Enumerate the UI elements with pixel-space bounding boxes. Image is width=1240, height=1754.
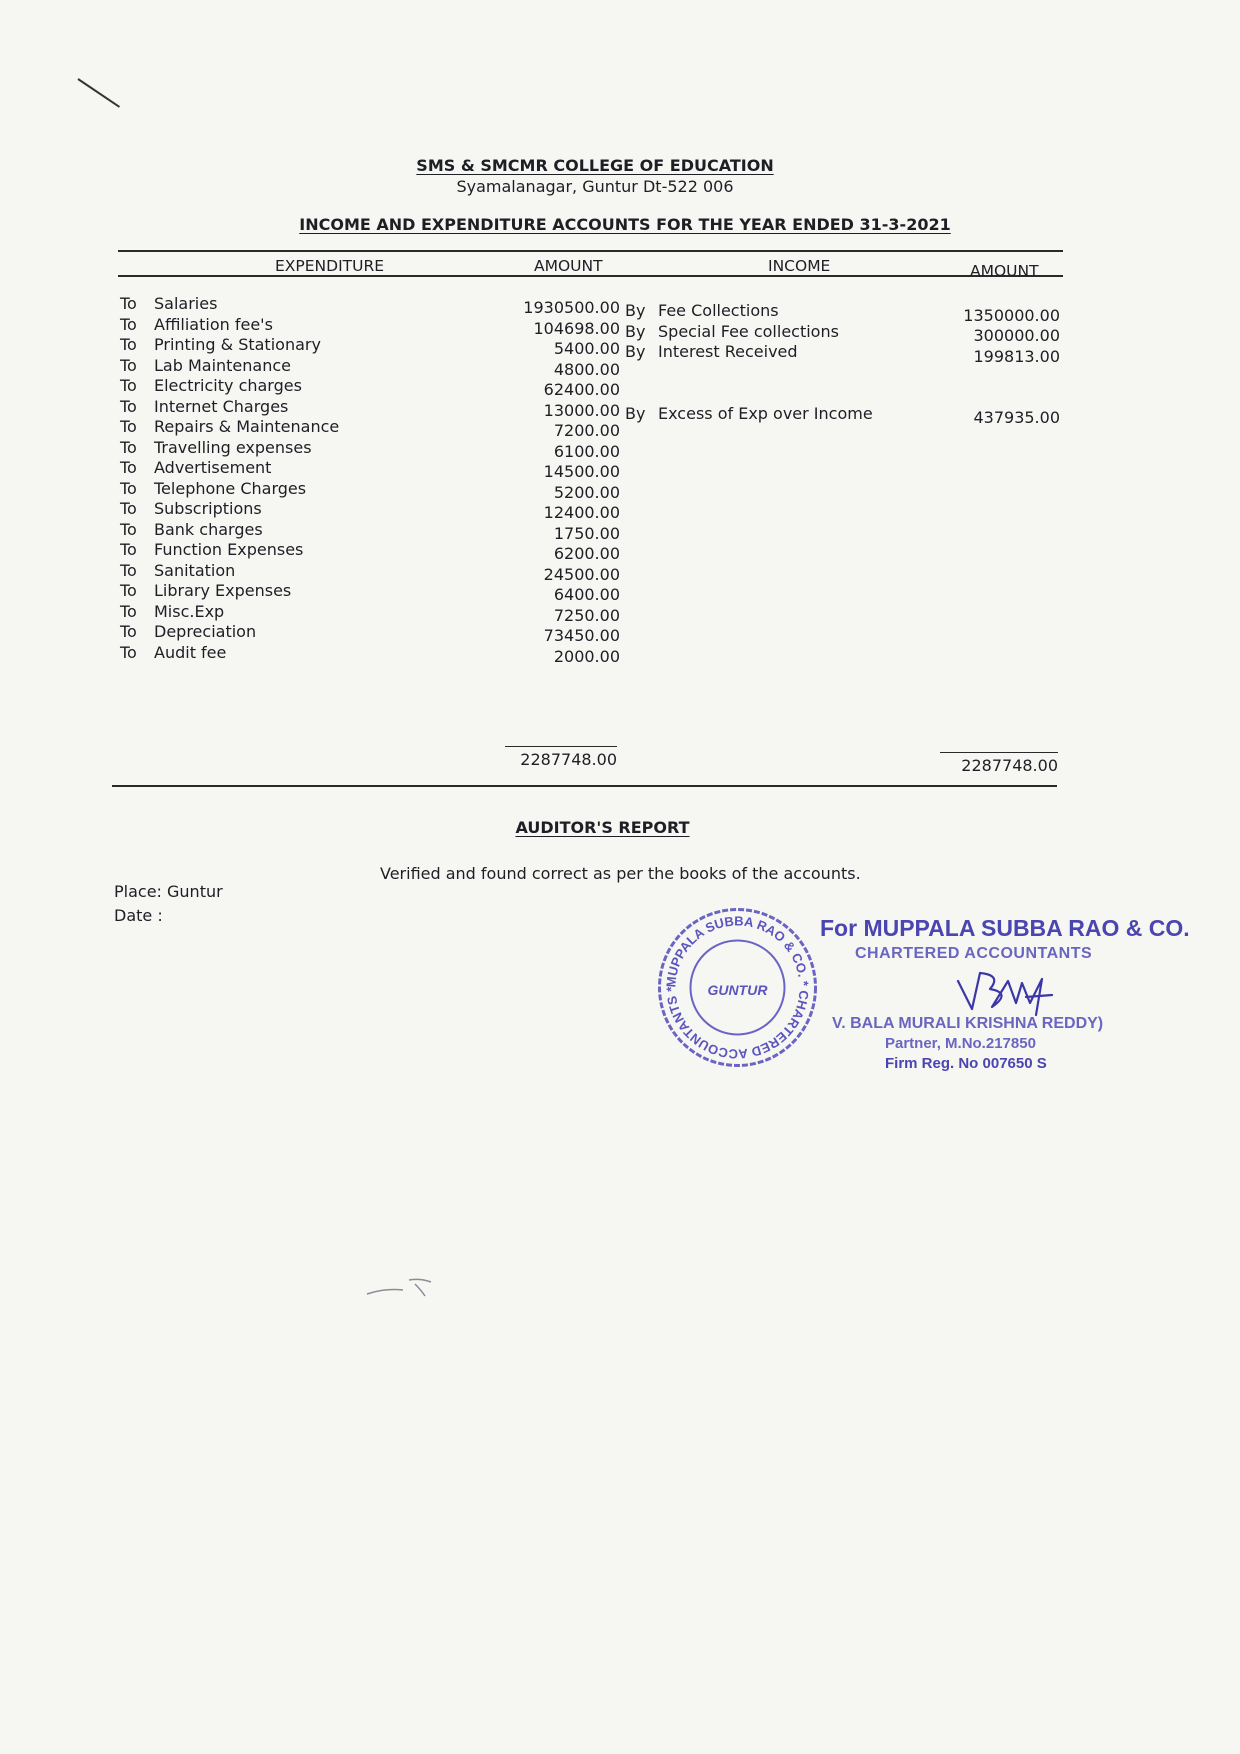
- amount-column-header-right: AMOUNT: [970, 262, 1039, 280]
- list-item: To Affiliation fee's: [120, 314, 273, 334]
- amount-value: 4800.00: [553, 359, 620, 379]
- amount-value: 7250.00: [553, 605, 620, 625]
- list-item: To Travelling expenses: [120, 437, 312, 457]
- list-item: To Library Expenses: [120, 581, 292, 600]
- auditor-seal: [655, 905, 820, 1070]
- amount-value: 73450.00: [543, 626, 620, 645]
- list-item: To Telephone Charges: [120, 478, 307, 498]
- expenditure-amount-list: [490, 298, 620, 667]
- amount-value: 1930500.00: [523, 298, 620, 317]
- amount-value: 24500.00: [543, 564, 620, 584]
- partner-name: V. BALA MURALI KRISHNA REDDY): [832, 1015, 1104, 1032]
- list-item: To Internet Charges: [120, 396, 289, 416]
- amount-value: 5400.00: [553, 339, 620, 358]
- income-amount: 199813.00: [973, 347, 1060, 366]
- amount-value: 6200.00: [553, 544, 620, 563]
- date-label: Date :: [114, 906, 163, 925]
- place-label: Place: Guntur: [114, 882, 223, 901]
- statement-title: INCOME AND EXPENDITURE ACCOUNTS FOR THE YEAR ENDED 31-3-2021: [299, 215, 951, 234]
- firm-registration-number: Firm Reg. No 007650 S: [885, 1055, 1047, 1072]
- amount-value: 5200.00: [553, 482, 620, 502]
- amount-value: 2000.00: [553, 646, 620, 666]
- amount-value: 6100.00: [553, 441, 620, 461]
- amount-value: 6400.00: [553, 585, 620, 604]
- table-top-rule: [118, 250, 1063, 252]
- seal-city-text: GUNTUR: [707, 982, 768, 998]
- amount-value: 1750.00: [553, 523, 620, 543]
- list-item: To Electricity charges: [120, 376, 302, 395]
- list-item: To Salaries: [120, 294, 218, 313]
- list-item: To Advertisement: [120, 458, 272, 477]
- amount-value: 14500.00: [543, 462, 620, 481]
- income-row: By Interest Received: [625, 342, 798, 361]
- list-item: To Repairs & Maintenance: [120, 417, 340, 436]
- list-item: To Audit fee: [120, 642, 227, 662]
- pen-stroke-mark: [77, 78, 120, 108]
- amount-value: 13000.00: [543, 400, 620, 420]
- expenditure-total: 2287748.00: [505, 746, 617, 769]
- partner-membership-number: Partner, M.No.217850: [885, 1035, 1036, 1052]
- table-bottom-rule: [112, 785, 1057, 787]
- amount-value: 104698.00: [533, 318, 620, 338]
- table-header-rule: [118, 275, 1063, 277]
- auditor-report-title: AUDITOR'S REPORT: [515, 818, 690, 837]
- amount-value: 62400.00: [543, 380, 620, 399]
- verification-statement: Verified and found correct as per the books of the accounts.: [380, 864, 861, 883]
- list-item: To Depreciation: [120, 622, 257, 641]
- income-row: By Special Fee collections: [625, 322, 839, 341]
- expenditure-list: [120, 294, 420, 663]
- income-amount: 437935.00: [973, 408, 1060, 427]
- income-total: 2287748.00: [940, 752, 1058, 775]
- college-name: SMS & SMCMR COLLEGE OF EDUCATION: [416, 156, 774, 175]
- income-row: By Excess of Exp over Income: [625, 404, 873, 423]
- list-item: To Subscriptions: [120, 499, 262, 518]
- stray-ink-mark: [365, 1270, 455, 1300]
- income-amount: 1350000.00: [963, 306, 1060, 325]
- income-amount: 300000.00: [973, 326, 1060, 345]
- income-column-header: INCOME: [768, 257, 831, 275]
- seal-ring-text: MUPPALA SUBBA RAO & CO. * CHARTERED ACCOUNTANTS *: [663, 913, 812, 1062]
- list-item: To Printing & Stationary: [120, 335, 321, 354]
- amount-value: 12400.00: [543, 503, 620, 522]
- list-item: To Function Expenses: [120, 540, 304, 559]
- list-item: To Sanitation: [120, 560, 236, 580]
- firm-name: For MUPPALA SUBBA RAO & CO.: [820, 915, 1190, 941]
- income-row: By Fee Collections: [625, 301, 779, 320]
- list-item: To Lab Maintenance: [120, 355, 291, 375]
- expenditure-column-header: EXPENDITURE: [275, 257, 385, 275]
- list-item: To Bank charges: [120, 519, 263, 539]
- amount-value: 7200.00: [553, 421, 620, 440]
- firm-designation: CHARTERED ACCOUNTANTS: [855, 945, 1093, 962]
- partner-signature: [950, 963, 1060, 1023]
- amount-column-header-left: AMOUNT: [534, 257, 603, 275]
- list-item: To Misc.Exp: [120, 601, 225, 621]
- college-address: Syamalanagar, Guntur Dt-522 006: [456, 177, 734, 196]
